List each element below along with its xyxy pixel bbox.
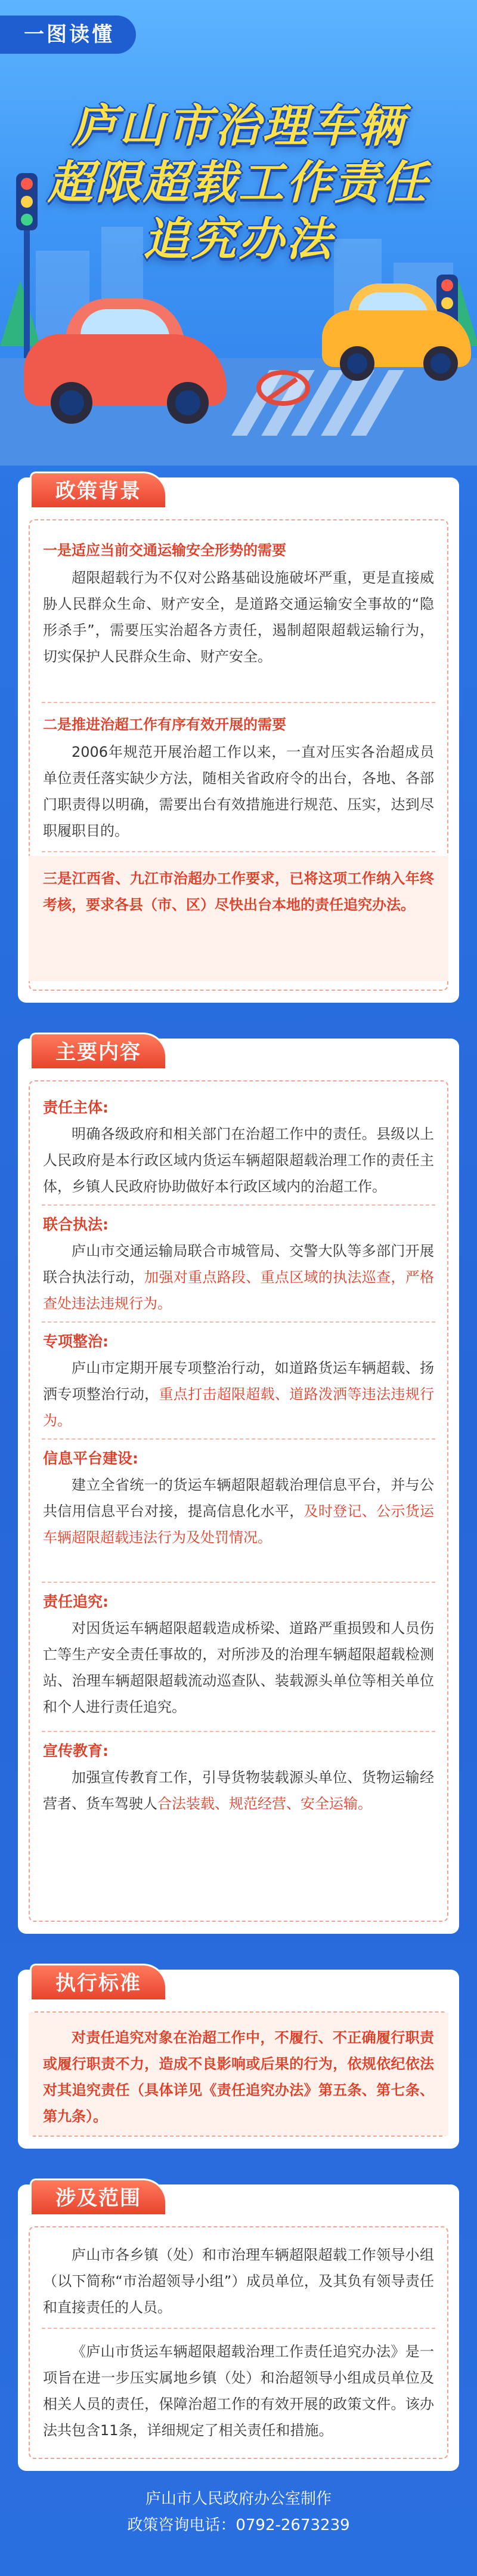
divider [42,702,435,703]
hero-banner [0,0,477,466]
policy-item1-body: 超限超载行为不仅对公路基础设施破坏严重，更是直接威胁人民群众生命、财产安全，是道路交通运输安全事故的“隐形杀手”，需要压实治超各方责任，遏制超限超载运输行为，切实保护人民群众生命、财产安全。 [43,569,434,665]
info-platform-highlight: 及时登记、公示货运车辆超限超载违法行为及处罚情况。 [43,1503,435,1546]
special-rectification-highlight: 重点打击超限超载、道路泼洒等违法违规行为。 [43,1386,435,1429]
hero-title-line3: 追究办法 [143,212,334,266]
scope-body1: 庐山市各乡镇（处）和市治理车辆超限超载工作领导小组（以下简称“市治超领导小组”）成员单位，及其负有领导责任和直接责任的人员。 [43,2247,434,2316]
policy-item2-body: 2006年规范开展治超工作以来，一直对压实各治超成员单位责任落实缺少方法，随相关省政府令的出台，各地、各部门职责得以明确，需要出台有效措施进行规范、压实，达到尽职履职目的。 [43,744,434,839]
special-rectification-text: 庐山市定期开展专项整治行动，如道路货运车辆超载、扬洒专项整治行动， [43,1360,434,1403]
joint-enforcement-heading: 联合执法: [43,1216,109,1233]
divider [42,1204,435,1206]
wheel-icon [340,346,374,381]
section-tab: 政策背景 [30,472,167,507]
policy-background-section [18,477,459,1003]
divider [42,2328,435,2329]
accountability-body: 对因货运车辆超限超载造成桥梁、道路严重损毁和人员伤亡等生产安全责任事故的，对所涉及的治理车辆超限超载检测站、治理车辆超限超载流动巡查队、装载源头单位等相关单位和个人进行责任追究。 [43,1620,434,1715]
responsibility-body: 明确各级政府和相关部门在治超工作中的责任。县级以上人民政府是本行政区域内货运车辆超限超载治理工作的责任主体，乡镇人民政府协助做好本行政区域内的治超工作。 [43,1126,434,1195]
info-platform-heading: 信息平台建设: [43,1450,138,1467]
special-rectification-heading: 专项整治: [43,1333,109,1350]
publicity-text: 加强宣传教育工作，引导货物装载源头单位、货物运输经营者、货车驾驶人 [43,1769,434,1812]
main-content-section [18,1039,459,1934]
standard-body: 对责任追究对象在治超工作中，不履行、不正确履行职责或履行职责不力，造成不良影响或后果的行为，依规依纪依法对其追究责任（具体详见《责任追究办法》第五条、第七条、第九条）。 [43,2029,434,2125]
section-tab: 主要内容 [30,1033,167,1068]
section-tab: 执行标准 [30,1964,167,1999]
divider [42,1438,435,1440]
section-tab: 涉及范围 [30,2178,167,2214]
joint-enforcement-highlight: 加强对重点路段、重点区域的执法巡查，严格查处违法违规行为。 [43,1269,435,1312]
wheel-icon [167,382,209,424]
joint-enforcement-text: 庐山市交通运输局联合市城管局、交警大队等多部门开展联合执法行动， [43,1243,434,1286]
prohibited-sign-icon [256,370,310,406]
divider [42,1731,435,1732]
special-rectification-body [43,1355,434,1434]
scope-section [18,2184,459,2471]
info-platform-body [43,1472,434,1551]
tree-decoration [0,281,41,346]
publicity-highlight: 合法装载、规范经营、安全运输。 [157,1795,372,1812]
execution-standard-section [18,1970,459,2149]
policy-item3: 三是江西省、九江市治超办工作要求，已将这项工作纳入年终考核，要求各县（市、区）尽快出台本地的责任追究办法。 [43,870,434,913]
policy-item1-heading: 一是适应当前交通运输安全形势的需要 [43,542,286,559]
accountability-heading: 责任追究: [43,1593,109,1610]
wheel-icon [423,346,458,381]
wheel-icon [51,382,92,424]
info-platform-text: 建立全省统一的货运车辆超限超载治理信息平台，并与公共信用信息平台对接，提高信息化水平， [43,1477,434,1520]
footer-hotline: 政策咨询电话：0792-2673239 [127,2516,350,2534]
divider [42,851,435,852]
policy-item2-heading: 二是推进治超工作有序有效开展的需要 [43,716,286,733]
hero-tag: 一图读懂 [0,16,136,54]
hero-title-line2: 超限超载工作责任 [48,156,429,209]
divider [42,1582,435,1583]
publicity-heading: 宣传教育: [43,1742,109,1760]
responsibility-heading: 责任主体: [43,1099,109,1116]
footer-producer: 庐山市人民政府办公室制作 [145,2490,332,2508]
hero-title-line1: 庐山市治理车辆 [72,99,405,152]
joint-enforcement-body [43,1238,434,1317]
publicity-body [43,1764,434,1817]
divider [42,1321,435,1323]
scope-body2: 《庐山市货运车辆超限超载治理工作责任追究办法》是一项旨在进一步压实属地乡镇（处）和治超领导小组成员单位及相关人员的责任，保障治超工作的有效开展的政策文件。该办法共包含11条，详细规定了相关责任和措施。 [43,2343,434,2439]
footer [0,2486,477,2538]
